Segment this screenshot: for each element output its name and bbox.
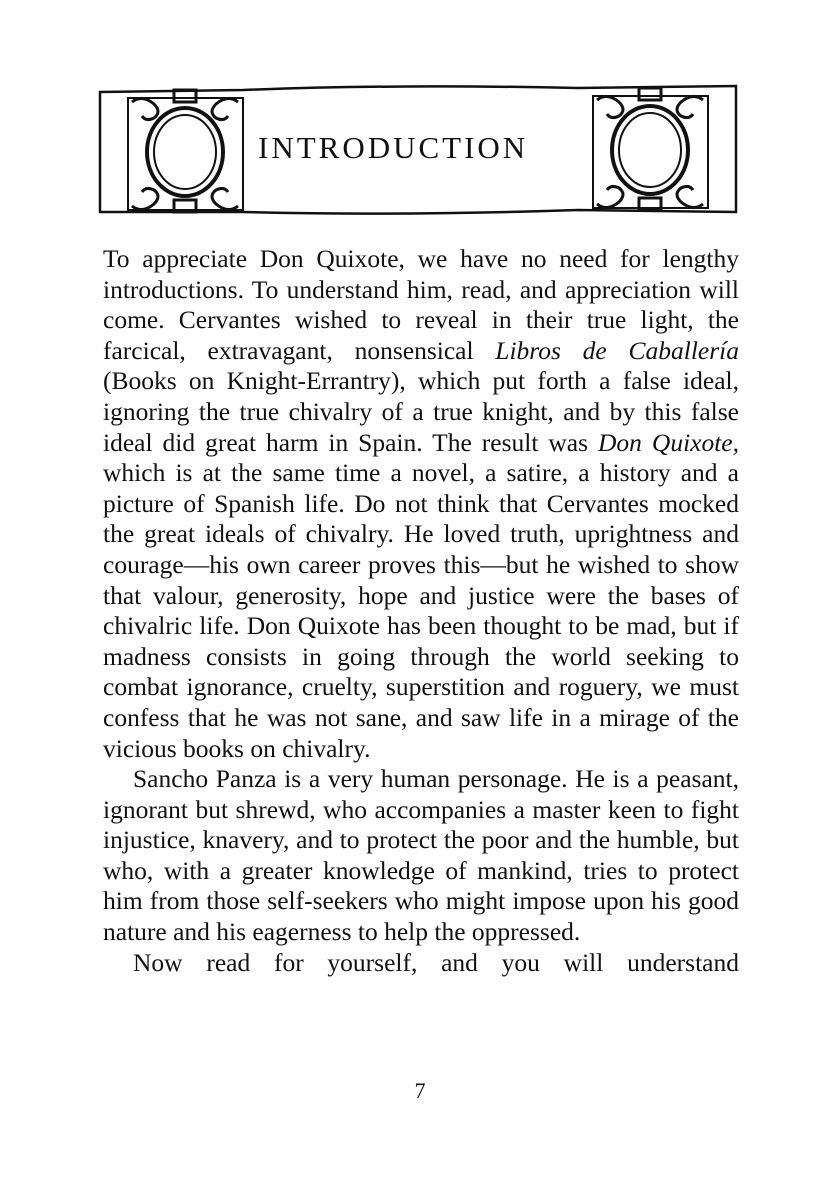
paragraph-1-lead: To appreciate Don Quixote, we have no need for lengthy introductions. To understand him, read, and appreciation will come. Cervantes wished to reveal in their true light, the farcical, extravagant, nonsensical — [103, 244, 739, 365]
paragraph-2: Sancho Panza is a very human personage. He is a peasant, ignorant but shrewd, who accompanies a master keen to fight injustice, knavery, and to protect the poor and the humble, but who, with a greater knowledge of mankind, tries to protect him from those self-seekers who might impose upon his good nature and his eagerness to help the oppressed. — [103, 764, 739, 947]
paragraph-3: Now read for yourself, and you will understand — [133, 947, 739, 977]
page-title: INTRODUCTION — [258, 130, 529, 165]
paragraph-1-mid: (Books on Knight-Errantry), which put forth a false ideal, ignoring the true chivalry of a true knight, and by this false ideal did great harm in Spain. The result was — [103, 366, 739, 457]
paragraph-1-tail: which is at the same time a novel, a satire, a history and a picture of Spanish life. Do not think that Cervantes mocked the great ideals of chivalry. He loved truth, uprightness and courage—his own career proves this—but he wished to show that valour, generosity, hope and justice were the bases of chivalric life. Don Quixote has been thought to be mad, but if madness consists in going through the world seeking to combat ignorance, cruelty, superstition and roguery, we must confess that he was not sane, and saw life in a mirage of the vicious books on chivalry. — [103, 458, 739, 763]
page-number: 7 — [414, 1078, 426, 1103]
book-title-libros: Libros de Caballería — [495, 335, 739, 365]
paragraph-1 — [103, 244, 739, 764]
introduction-text — [103, 244, 739, 978]
book-title-don-quixote: Don Quixote, — [598, 427, 739, 457]
